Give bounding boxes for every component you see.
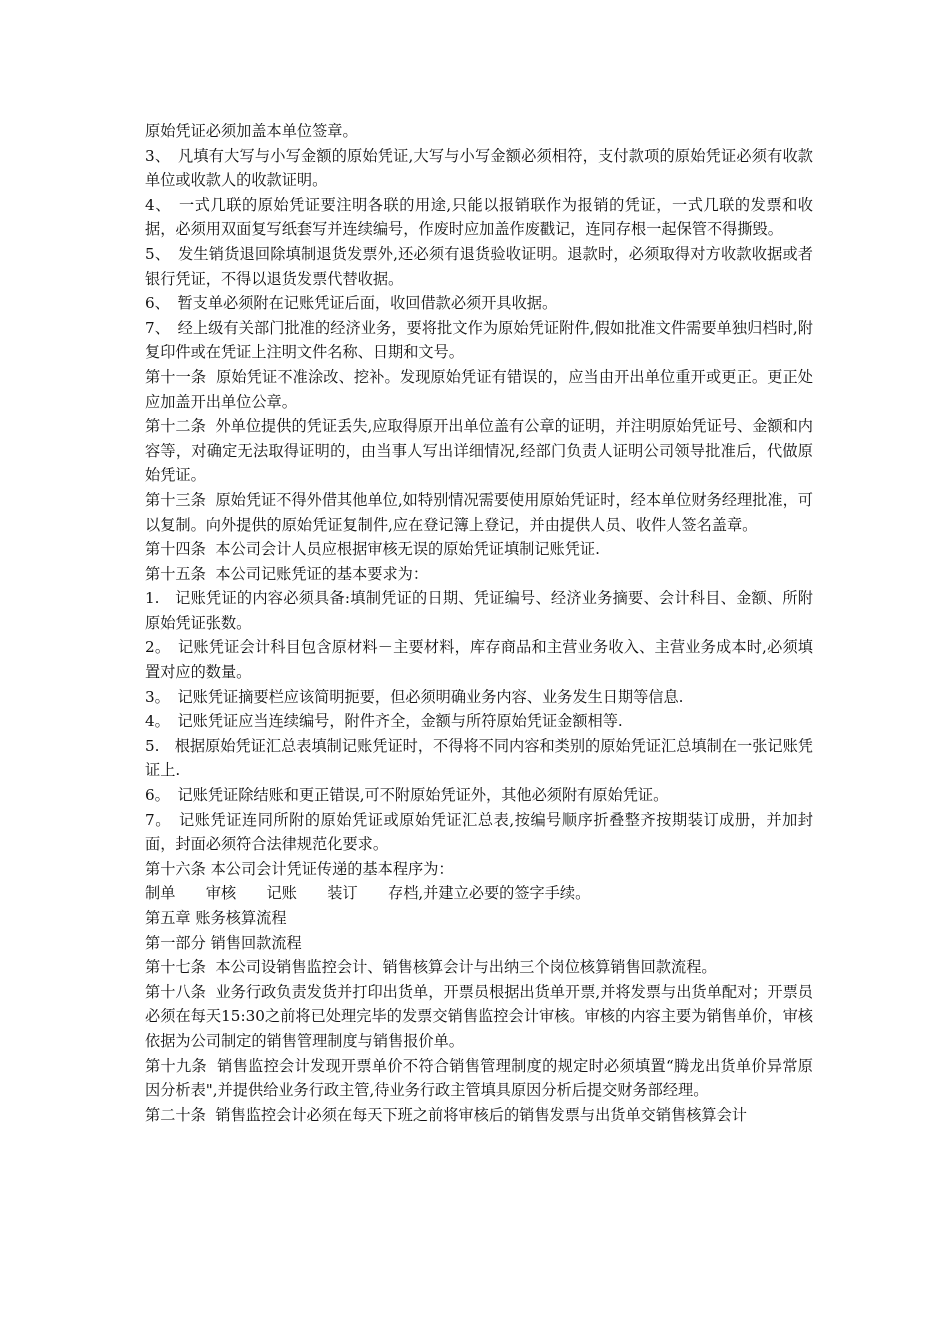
paragraph: 5、 发生销货退回除填制退货发票外,还必须有退货验收证明。退款时，必须取得对方收款收据或者银行凭证，不得以退货发票代替收据。	[145, 244, 813, 288]
paragraph: 7、 经上级有关部门批准的经济业务，要将批文作为原始凭证附件,假如批准文件需要单独归档时,附复印件或在凭证上注明文件名称、日期和文号。	[145, 318, 813, 362]
article-11: 第十一条 原始凭证不准涂改、挖补。发现原始凭证有错误的，应当由开出单位重开或更正。更正处应加盖开出单位公章。	[145, 367, 813, 411]
article-19: 第十九条 销售监控会计发现开票单价不符合销售管理制度的规定时必须填置“腾龙出货单价异常原因分析表",并提供给业务行政主管,待业务行政主管填具原因分析后提交财务部经理。	[145, 1056, 813, 1100]
article-16: 第十六条 本公司会计凭证传递的基本程序为：	[145, 859, 454, 878]
section-heading: 第一部分 销售回款流程	[145, 933, 302, 952]
article-13: 第十三条 原始凭证不得外借其他单位,如特别情况需要使用原始凭证时，经本单位财务经理批准，可以复制。向外提供的原始凭证复制件,应在登记簿上登记，并由提供人员、收件人签名盖章。	[145, 490, 813, 534]
paragraph: 6、 暂支单必须附在记账凭证后面，收回借款必须开具收据。	[145, 294, 558, 313]
list-item: 2。 记账凭证会计科目包含原材料－主要材料，库存商品和主营业务收入、主营业务成本时,必须填置对应的数量。	[145, 638, 813, 682]
list-item: 1. 记账凭证的内容必须具备:填制凭证的日期、凭证编号、经济业务摘要、会计科目、金额、所附原始凭证张数。	[145, 589, 813, 632]
article-15: 第十五条 本公司记账凭证的基本要求为：	[145, 564, 429, 583]
paragraph: 4、 一式几联的原始凭证要注明各联的用途,只能以报销联作为报销的凭证，一式几联的发票和收据，必须用双面复写纸套写并连续编号，作废时应加盖作废戳记，连同存根一起保管不得撕毁。	[145, 195, 813, 239]
list-item: 4。 记账凭证应当连续编号，附件齐全，金额与所符原始凭证金额相等.	[145, 712, 623, 731]
document-page	[145, 119, 813, 1127]
list-item: 7。 记账凭证连同所附的原始凭证或原始凭证汇总表,按编号顺序折叠整齐按期装订成册，并加封面，封面必须符合法律规范化要求。	[145, 810, 813, 854]
chapter-heading: 第五章 账务核算流程	[145, 909, 287, 927]
article-14: 第十四条 本公司会计人员应根据审核无误的原始凭证填制记账凭证.	[145, 540, 600, 559]
article-17: 第十七条 本公司设销售监控会计、销售核算会计与出纳三个岗位核算销售回款流程。	[145, 958, 717, 977]
article-20: 第二十条 销售监控会计必须在每天下班之前将审核后的销售发票与出货单交销售核算会计	[145, 1105, 747, 1124]
paragraph: 原始凭证必须加盖本单位签章。	[145, 122, 358, 140]
workflow-steps: 制单 审核 记账 装订 存档,并建立必要的签字手续。	[145, 884, 591, 903]
list-item: 5. 根据原始凭证汇总表填制记账凭证时，不得将不同内容和类别的原始凭证汇总填制在一张记账凭证上.	[145, 736, 813, 780]
list-item: 3。 记账凭证摘要栏应该简明扼要，但必须明确业务内容、业务发生日期等信息.	[145, 687, 684, 706]
paragraph: 3、 凡填有大写与小写金额的原始凭证,大写与小写金额必须相符，支付款项的原始凭证必须有收款单位或收款人的收款证明。	[145, 146, 813, 190]
list-item: 6。 记账凭证除结账和更正错误,可不附原始凭证外，其他必须附有原始凭证。	[145, 786, 669, 805]
article-12: 第十二条 外单位提供的凭证丢失,应取得原开出单位盖有公章的证明，并注明原始凭证号、金额和内容等，对确定无法取得证明的，由当事人写出详细情况,经部门负责人证明公司领导批准后，代做原始凭证。	[145, 417, 813, 485]
article-18: 第十八条 业务行政负责发货并打印出货单，开票员根据出货单开票,并将发票与出货单配对；开票员必须在每天15:30之前将已处理完毕的发票交销售监控会计审核。审核的内容主要为销售单价，审核依据为公司制定的销售管理制度与销售报价单。	[145, 982, 813, 1050]
